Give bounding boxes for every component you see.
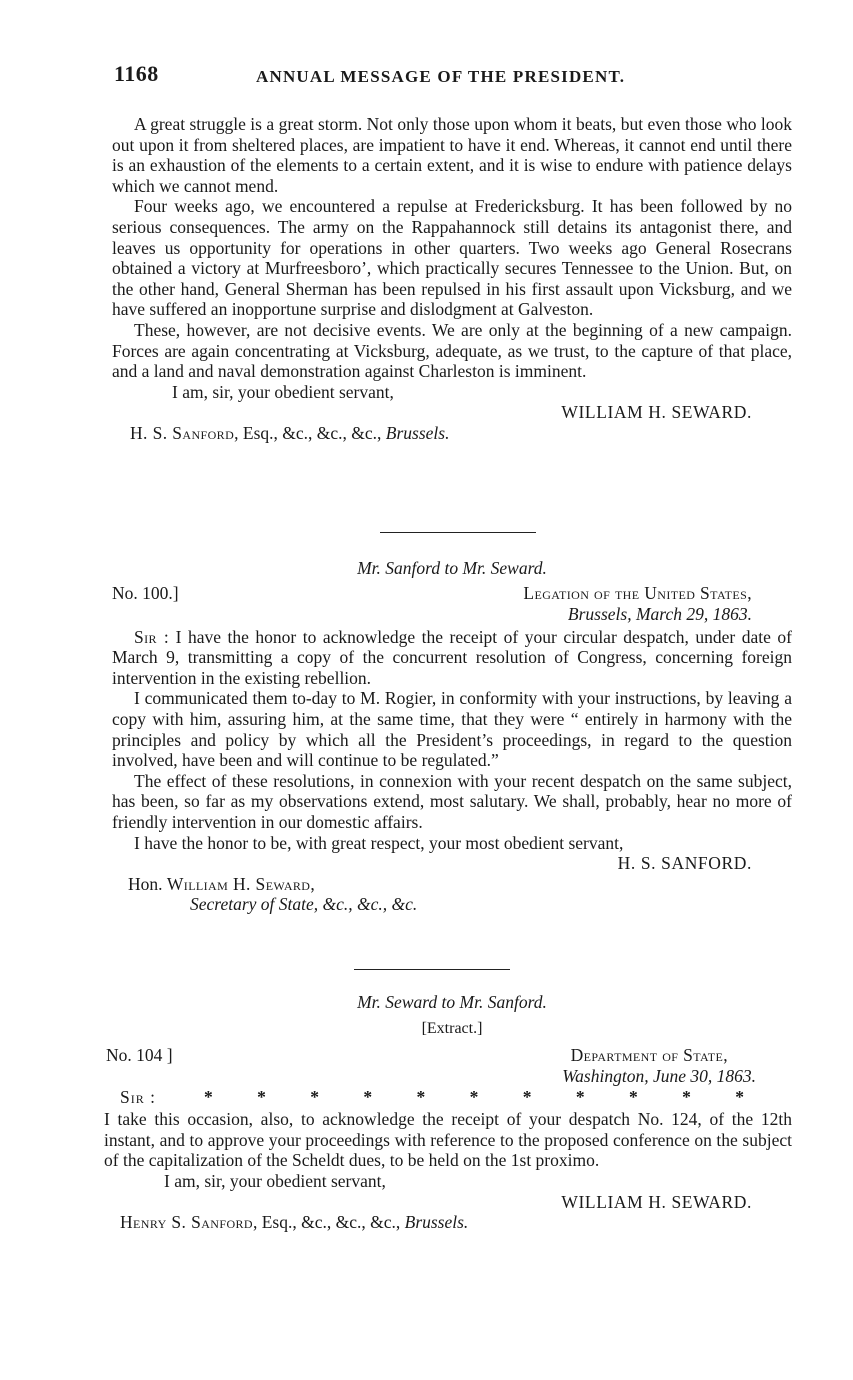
paragraph (112, 627, 792, 689)
addressee (112, 423, 792, 444)
letter-seward-to-sanford (104, 992, 792, 1233)
paragraph: The effect of these resolutions, in connexion with your recent despatch on the same subject, has been, so far as my observations extend, most salutary. We shall, probably, hear no more of friendly intervention in our domestic affairs. (112, 770, 792, 832)
paragraph-text: I have the honor to acknowledge the receipt of your circular despatch, under date of March 9, transmitting a copy of the concurrent resolution of Congress, concerning foreign intervention in the existing rebellion. (112, 626, 792, 688)
section-divider (380, 532, 536, 533)
star: * (522, 1087, 532, 1108)
paragraph: I take this occasion, also, to acknowledge the receipt of your despatch No. 124, of the 12th instant, and to approve your proceedings with reference to the proposed conference on the subject of the capitalization of the Scheldt dues, to be held on the 1st proximo. (104, 1109, 792, 1171)
star: * (469, 1087, 479, 1108)
addressee-name: William H. Seward, (166, 873, 316, 894)
section-divider (354, 969, 510, 970)
star: * (204, 1087, 213, 1108)
despatch-number: No. 104 ] (106, 1045, 173, 1066)
addressee-place: Brussels. (404, 1212, 469, 1233)
star: * (629, 1087, 638, 1108)
addressee-rest: , Esq., &c., &c., &c., (234, 422, 386, 443)
paragraph: Four weeks ago, we encountered a repulse at Fredericksburg. It has been followed by no serious consequences. The army on the Rappahannock still detains its antagonist there, and leaves us opportunity for operations in other quarters. Two weeks ago General Rosecrans obtained a victory at Murfreesboro’, which practically secures Tennessee to the Union. But, on the other hand, General Sherman has been repulsed in his first assault upon Vicksburg, and we have suffered an inopportune surprise and dislodgment at Galveston. (112, 196, 792, 320)
addressee-name: H. S. Sanford (130, 422, 235, 443)
letter-title: Mr. Sanford to Mr. Seward. (357, 558, 547, 578)
addressee-rest: , Esq., &c., &c., &c., (252, 1212, 405, 1233)
signature: WILLIAM H. SEWARD. (561, 1191, 752, 1212)
star: * (416, 1087, 426, 1108)
paragraph: These, however, are not decisive events. We are only at the beginning of a new campaign. Forces are again concentrating at Vicksburg, adequate, as we trust, to the capture of that place, and a land and naval demonstration against Charleston is imminent. (112, 319, 792, 382)
star: * (310, 1087, 319, 1108)
star: * (363, 1087, 373, 1108)
paragraph: I have the honor to be, with great respect, your most obedient servant, (134, 832, 624, 853)
signature: H. S. SANFORD. (617, 853, 752, 874)
addressee-place: Brussels. (385, 422, 450, 443)
paragraph: A great struggle is a great storm. Not only those upon whom it beats, but even those who look out upon it from sheltered places, are impatient to have it end. Whereas, it cannot end until there is an exhaustion of the elements to a certain extent, and it is wise to endure with patience delays which we cannot mend. (112, 114, 792, 196)
letter-seward-continuation (112, 114, 792, 444)
addressee-prefix: Hon. (128, 873, 167, 894)
ellipsis-stars (204, 1087, 744, 1108)
star: * (575, 1087, 585, 1108)
origin-line: Department of State, (570, 1045, 728, 1066)
letter-sanford-to-seward (112, 558, 792, 915)
star: * (257, 1087, 266, 1108)
addressee-name: Henry S. Sanford (120, 1212, 253, 1233)
despatch-number: No. 100.] (112, 582, 179, 603)
addressee-title: Secretary of State, &c., &c., &c. (190, 894, 418, 915)
page-header (114, 61, 794, 94)
salutation: Sir : (134, 626, 170, 647)
salutation-row (112, 1087, 792, 1109)
running-head: ANNUAL MESSAGE OF THE PRESIDENT. (256, 67, 626, 86)
closing-line: I am, sir, your obedient servant, (172, 381, 394, 402)
letter-heading-row (112, 583, 792, 604)
letter-title: Mr. Seward to Mr. Sanford. (357, 992, 547, 1012)
place-date-row (112, 604, 792, 625)
paragraph: I communicated them to-day to M. Rogier, in conformity with your instructions, by leaving a copy with him, assuring him, at the same time, that they were “ entirely in harmony with the principles and policy by which all the President’s proceedings, in regard to the question involved, have been and will continue to be regulated.” (112, 688, 792, 771)
place-date: Washington, June 30, 1863. (562, 1066, 756, 1087)
addressee (112, 1212, 792, 1233)
origin-line: Legation of the United States, (523, 582, 752, 603)
extract-label: [Extract.] (421, 1019, 483, 1037)
star: * (682, 1087, 691, 1108)
closing-line: I am, sir, your obedient servant, (164, 1170, 386, 1191)
place-date: Brussels, March 29, 1863. (567, 603, 752, 624)
addressee (112, 874, 792, 895)
salutation: Sir : (120, 1087, 156, 1108)
star: * (735, 1087, 744, 1108)
place-date-row (112, 1066, 792, 1087)
signature: WILLIAM H. SEWARD. (561, 402, 752, 423)
page-number: 1168 (114, 61, 159, 86)
letter-heading-row (106, 1045, 792, 1066)
